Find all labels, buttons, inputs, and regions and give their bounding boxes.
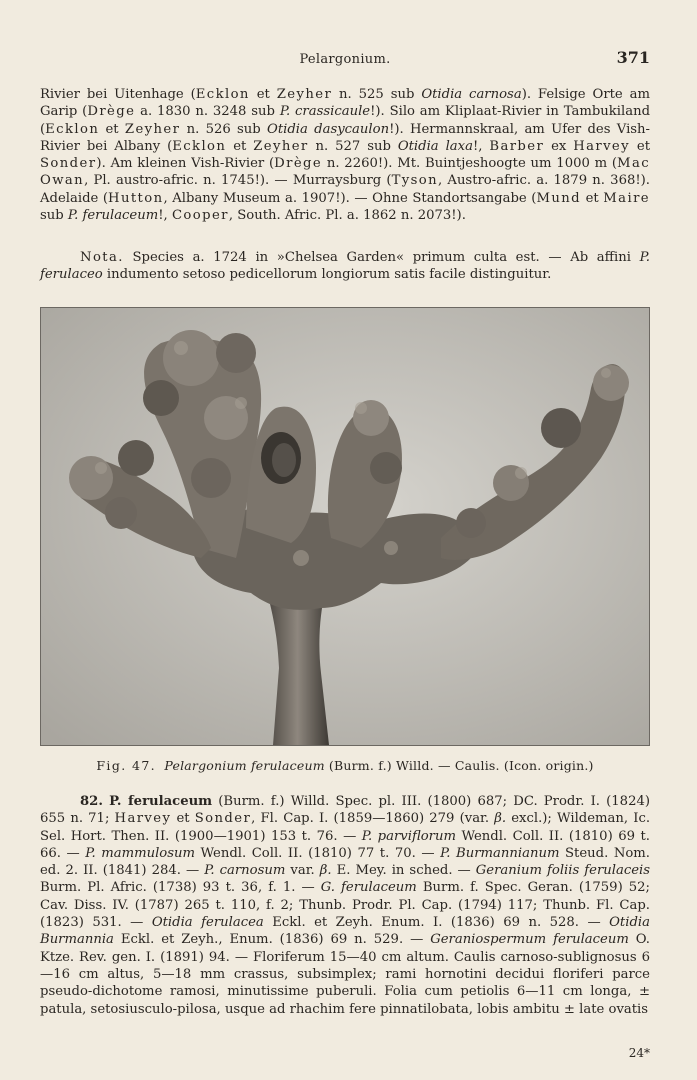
species-name: P. ferulaceum <box>109 794 213 809</box>
page-header <box>40 48 650 72</box>
stem-photograph <box>40 307 650 746</box>
signature-mark: 24* <box>628 1046 650 1060</box>
stem-illustration <box>41 308 649 745</box>
nota-label: Nota. <box>80 250 124 265</box>
page-number: 371 <box>616 48 650 67</box>
species-number: 82. <box>80 794 103 809</box>
species-description: 82. P. ferulaceum (Burm. f.) Willd. Spec. pl. III. (1800) 687; DC. Prodr. I. (1824) 655 n. 71; Harvey et Sonder, Fl. Cap. I. (1859—1860) 279 (var. β. excl.); Wildeman, Ic. Sel. Hort. Then. II. (1900—1901) 153 t. 76. — P. parviflorum Wendl. Coll. II. (1810) 69 t. 66. — P. mammulosum Wendl. Coll. II. (1810) 77 t. 70. — P. Burmannianum Steud. Nom. ed. 2. II. (1841) 284. — P. carnosum var. β. E. Mey. in sched. — Geranium foliis ferulaceis Burm. Pl. Afric. (1738) 93 t. 36, f. 1. — G. ferulaceum Burm. f. Spec. Geran. (1759) 52; Cav. Diss. IV. (1787) 265 t. 110, f. 2; Thunb. Prodr. Pl. Cap. (1794) 117; Thunb. Fl. Cap. (1823) 531. — Otidia ferulacea Eckl. et Zeyh. Enum. I. (1836) 69 n. 528. — Otidia Burmannia Eckl. et Zeyh., Enum. (1836) 69 n. 529. — Geraniospermum ferulaceum O. Ktze. Rev. gen. I. (1891) 94. — Floriferum 15—40 cm altum. Caulis carnoso-sublignosus 6—16 cm altus, 5—18 mm crassus, subsimplex; rami hornotini decidui floriferi parce pseudo-dichotome ramosi, minutissime puberuli. Folia cum petiolis 6—11 cm longa, ± patula, setosiusculo-pilosa, usque ad rhachim fere pinnatilobata, lobis ambitu ± late ovatis <box>40 794 651 1017</box>
nota-paragraph: Nota. Species a. 1724 in »Chelsea Garden« primum culta est. — Ab affini P. ferulaceo indumento setoso pedicellorum longiorum satis facile distinguitur. <box>40 250 650 283</box>
running-title: Pelargonium. <box>299 52 391 67</box>
figure-caption: Fig. 47. Pelargonium ferulaceum (Burm. f.) Willd. — Caulis. (Icon. origin.) <box>96 758 594 773</box>
locality-paragraph: Rivier bei Uitenhage (Ecklon et Zeyher n. 525 sub Otidia carnosa). Felsige Orte am Garip (Drège a. 1830 n. 3248 sub P. crassicaule!). Silo am Kliplaat-Rivier in Tambukiland (Ecklon et Zeyher n. 526 sub Otidia dasycaulon!). Hermannskraal, am Ufer des Vish-Rivier bei Albany (Ecklon et Zeyher n. 527 sub Otidia laxa!, Barber ex Harvey et Sonder). Am kleinen Vish-Rivier (Drège n. 2260!). Mt. Buintjeshoogte um 1000 m (Mac Owan, Pl. austro-afric. n. 1745!). — Murraysburg (Tyson, Austro-afric. a. 1879 n. 368!). Adelaide (Hutton, Albany Museum a. 1907!). — Ohne Standortsangabe (Mund et Maire sub P. ferulaceum!, Cooper, South. Afric. Pl. a. 1862 n. 2073!). <box>40 87 651 224</box>
